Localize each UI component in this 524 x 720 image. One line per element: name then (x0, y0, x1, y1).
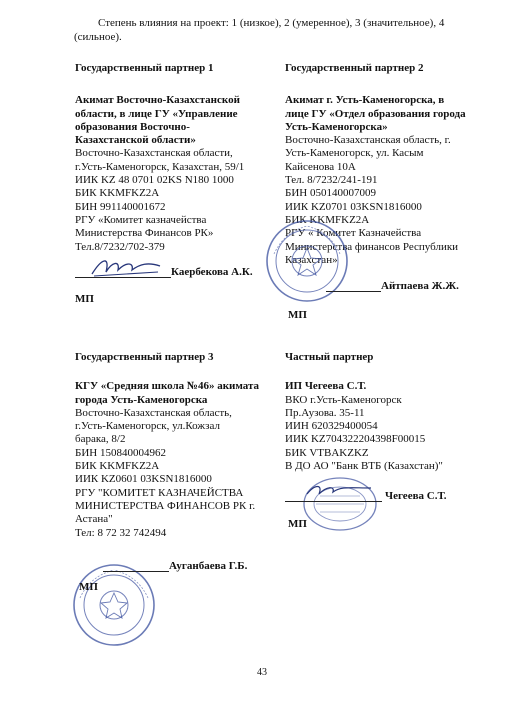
org-line (75, 94, 275, 107)
phone-line: Тел: 8 72 32 742494 (75, 526, 167, 539)
org-text: Акимат Восточно-Казахстанской (75, 94, 240, 107)
bin-line: БИН 991140001672 (75, 200, 166, 213)
partner-2-signature-row (326, 279, 459, 292)
org-line: лице ГУ «Отдел образования города (285, 107, 466, 120)
partner-2-mp: МП (288, 309, 307, 321)
bin-line: БИН 050140007009 (285, 187, 376, 200)
bin-line: БИН 150840004962 (75, 446, 166, 459)
address-line: ВКО г.Усть-Каменогорск (285, 393, 402, 406)
partner-1-mp: МП (75, 293, 94, 305)
bank-line: В ДО АО "Банк ВТБ (Казахстан)" (285, 460, 443, 473)
org-line: города Усть-Каменогорска (75, 393, 208, 406)
partner-4-mp: МП (288, 518, 307, 530)
partner-3-block (75, 351, 275, 540)
official-seal-stamp-3 (70, 562, 158, 648)
iik-line: ИИК KZ0601 03KSN1816000 (75, 473, 212, 486)
address-line: Усть-Каменогорск, ул. Касым (285, 147, 424, 160)
org-line: области, в лице ГУ «Управление (75, 107, 238, 120)
bik-line: БИК KKMFKZ2A (75, 187, 160, 200)
partner-4-header: Частный партнер (285, 351, 374, 363)
partner-4-block (285, 351, 470, 473)
org-line: КГУ «Средняя школа №46» акимата (75, 380, 260, 393)
partner-2-org (285, 94, 470, 134)
partner-3-signature-row (103, 559, 247, 572)
rgu-line: Астана" (75, 513, 113, 526)
influence-scale-note: Степень влияния на проект: 1 (низкое), 2 (умеренное), 3 (значительное), 4 (сильное). (74, 17, 445, 43)
partner-1-header: Государственный партнер 1 (75, 62, 214, 74)
partner-3-header: Государственный партнер 3 (75, 351, 214, 363)
org-line: Казахстанской области» (75, 134, 196, 147)
partner-1-org (75, 94, 275, 147)
signature-line (103, 559, 169, 572)
rgu-line: Министерства финансов Республики (285, 240, 459, 253)
page-number: 43 (257, 667, 267, 678)
address-line: г.Усть-Каменогорск, Казахстан, 59/1 (75, 160, 245, 173)
address-line: г.Усть-Каменогорск, ул.Кожзал (75, 420, 220, 433)
bik-line: БИК KKMFKZ2A (75, 460, 160, 473)
partner-4-signature-row (285, 489, 446, 502)
iik-line: ИИК KZ0701 03KSN1816000 (285, 200, 422, 213)
signer-name: Ауганбаева Г.Б. (169, 560, 248, 572)
bik-line: БИК VTBAKZKZ (285, 446, 369, 459)
partner-2-header: Государственный партнер 2 (285, 62, 424, 74)
rgu-line: МИНИСТЕРСТВА ФИНАНСОВ РК г. (75, 499, 256, 512)
org-line: Акимат г. Усть-Каменогорска, в (285, 94, 445, 107)
address-line: Восточно-Казахстанская области, (75, 147, 233, 160)
address-line: Восточно-Казахстанская область, г. (285, 134, 451, 147)
signature-line (285, 489, 382, 502)
signer-name: Айтпаева Ж.Ж. (381, 280, 459, 292)
address-line: Пр.Аузова. 35-11 (285, 406, 365, 419)
bik-line: БИК KKMFKZ2A (285, 213, 370, 226)
org-line: образования Восточно- (75, 120, 190, 133)
rgu-line: РГУ "КОМИТЕТ КАЗНАЧЕЙСТВА (75, 486, 244, 499)
handwritten-signature-1 (88, 252, 168, 282)
org-line: ИП Чегеева С.Т. (285, 380, 367, 393)
signer-name: Чегеева С.Т. (385, 490, 447, 502)
partner-3-mp: МП (79, 581, 98, 593)
signature-line (326, 279, 381, 292)
org-line: Усть-Каменогорска» (285, 120, 388, 133)
partner-4-org (285, 380, 470, 393)
address-line: Восточно-Казахстанская область, (75, 406, 232, 419)
rgu-line: Казахстан» (285, 253, 338, 266)
rgu-line: РГУ «Комитет казначейства (75, 213, 207, 226)
rgu-line: Министерства Финансов РК» (75, 227, 214, 240)
phone-line: Тел. 8/7232/241-191 (285, 174, 378, 187)
iin-line: ИИН 620329400054 (285, 420, 378, 433)
partner-3-org (75, 380, 275, 407)
partner-1-block (75, 62, 275, 254)
signer-name: Каербекова А.К. (171, 266, 253, 278)
iik-line: ИИК KZ704322204398F00015 (285, 433, 426, 446)
iik-line: ИИК KZ 48 0701 02KS N180 1000 (75, 174, 234, 187)
phone-line: Тел.8/7232/702-379 (75, 240, 165, 253)
rgu-line: РГУ « Комитет Казначейства (285, 227, 422, 240)
address-line: барака, 8/2 (75, 433, 126, 446)
address-line: Кайсенова 10А (285, 160, 356, 173)
